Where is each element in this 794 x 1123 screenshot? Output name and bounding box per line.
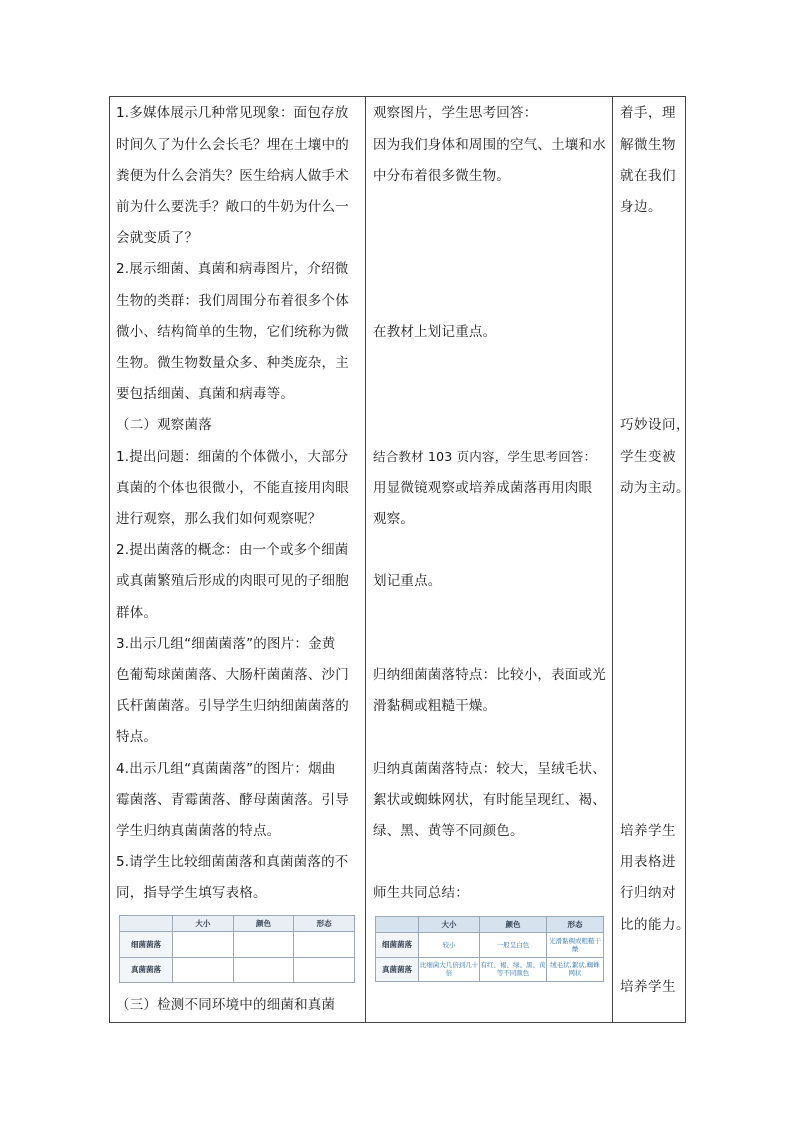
text-line: 絮状或蜘蛛网状，有时能呈现红、褐、: [373, 792, 606, 808]
table-header: 形态: [547, 917, 604, 933]
table-cell: [233, 957, 294, 983]
table-cell: 光滑黏稠或粗糙干燥: [547, 933, 604, 958]
text-line: 归纳真菌菌落特点：较大，呈绒毛状、: [373, 761, 606, 777]
text-line: 因为我们身体和周围的空气、土壤和水: [373, 137, 606, 153]
text-line: 划记重点。: [373, 573, 442, 589]
text-line: 5.请学生比较细菌菌落和真菌菌落的不: [116, 854, 349, 870]
text-line: 结合教材 103 页内容，学生思考回答：: [373, 449, 597, 464]
column-divider: [612, 97, 613, 1022]
text-line: 2.展示细菌、真菌和病毒图片，介绍微: [116, 261, 349, 277]
table-cell: 有红、褐、绿、黑、黄等不同颜色: [480, 957, 547, 982]
text-line: 霉菌落、青霉菌落、酵母菌菌落。引导: [116, 792, 349, 808]
text-line: 粪便为什么会消失？医生给病人做手术: [116, 168, 349, 184]
text-line: 巧妙设问，: [620, 417, 690, 433]
text-line: 4.出示几组“真菌菌落”的图片：烟曲: [116, 761, 336, 777]
table-header: 大小: [419, 917, 480, 933]
text-line: 用表格进: [620, 854, 676, 870]
text-line: 培养学生: [620, 979, 676, 995]
text-line: 会就变质了？: [116, 230, 199, 246]
table-header: 大小: [173, 916, 234, 932]
text-line: 学生变被: [620, 449, 676, 465]
text-line: 或真菌繁殖后形成的肉眼可见的子细胞: [116, 573, 349, 589]
text-line: 进行观察，那么我们如何观察呢？: [116, 511, 322, 527]
text-line: 特点。: [116, 729, 158, 745]
text-line: 观察图片，学生思考回答：: [373, 105, 538, 121]
text-line: 1.提出问题：细菌的个体微小，大部分: [116, 449, 349, 465]
text-line: 培养学生: [620, 823, 676, 839]
text-line: 归纳细菌菌落特点：比较小，表面或光: [373, 667, 606, 683]
table-row-label: 真菌菌落: [376, 957, 419, 982]
text-line: 同，指导学生填写表格。: [116, 885, 267, 901]
text-line: 滑黏稠或粗糙干燥。: [373, 698, 497, 714]
text-line: 群体。: [116, 605, 158, 621]
text-line: 身边。: [620, 199, 662, 215]
table-cell: [233, 932, 294, 958]
text-line: 1.多媒体展示几种常见现象：面包存放: [116, 105, 349, 121]
text-line: 色葡萄球菌菌落、大肠杆菌菌落、沙门: [116, 667, 349, 683]
summary-comparison-table: [375, 916, 604, 982]
blank-comparison-table: [119, 915, 355, 983]
text-line: 时间久了为什么会长毛？埋在土壤中的: [116, 137, 349, 153]
section-heading: （二）观察菌落: [116, 417, 212, 433]
text-line: 3.出示几组“细菌菌落”的图片：金黄: [116, 636, 336, 652]
text-line: 中分布着很多微生物。: [373, 168, 510, 184]
table-cell: 绒毛状,絮状,蜘蛛网状: [547, 957, 604, 982]
table-cell: 一般呈白色: [480, 933, 547, 958]
table-cell: [294, 957, 355, 983]
text-line: 解微生物: [620, 137, 676, 153]
table-cell: [173, 932, 234, 958]
text-line: 动为主动。: [620, 480, 690, 496]
table-cell: 比细菌大几倍到几十倍: [419, 957, 480, 982]
text-line: 师生共同总结：: [373, 885, 469, 901]
text-line: 前为什么要洗手？敞口的牛奶为什么一: [116, 199, 349, 215]
table-row-label: 细菌菌落: [120, 932, 173, 958]
table-row-label: 真菌菌落: [120, 957, 173, 983]
table-header: 颜色: [480, 917, 547, 933]
lesson-table: [109, 96, 690, 1023]
table-row-label: 细菌菌落: [376, 933, 419, 958]
text-line: 真菌的个体也很微小，不能直接用肉眼: [116, 480, 349, 496]
text-line: 着手，理: [620, 105, 676, 121]
table-header: [376, 917, 419, 933]
text-line: 绿、黑、黄等不同颜色。: [373, 823, 524, 839]
table-header: 形态: [294, 916, 355, 932]
column-divider: [365, 97, 366, 1022]
text-line: 微小、结构简单的生物，它们统称为微: [116, 324, 349, 340]
section-heading: （三）检测不同环境中的细菌和真菌: [116, 997, 336, 1013]
text-line: 观察。: [373, 511, 415, 527]
table-cell: [294, 932, 355, 958]
table-cell: 较小: [419, 933, 480, 958]
text-line: 氏杆菌菌落。引导学生归纳细菌菌落的: [116, 698, 349, 714]
text-line: 比的能力。: [620, 917, 690, 933]
table-header: [120, 916, 173, 932]
text-line: 行归纳对: [620, 885, 676, 901]
text-line: 要包括细菌、真菌和病毒等。: [116, 386, 295, 402]
text-line: 就在我们: [620, 168, 676, 184]
text-line: 2.提出菌落的概念：由一个或多个细菌: [116, 542, 349, 558]
table-header: 颜色: [233, 916, 294, 932]
text-line: 在教材上划记重点。: [373, 324, 497, 340]
text-line: 用显微镜观察或培养成菌落再用肉眼: [373, 480, 593, 496]
table-cell: [173, 957, 234, 983]
text-line: 生物的类群：我们周围分布着很多个体: [116, 293, 349, 309]
text-line: 学生归纳真菌菌落的特点。: [116, 823, 281, 839]
text-line: 生物。微生物数量众多、种类庞杂，主: [116, 355, 349, 371]
